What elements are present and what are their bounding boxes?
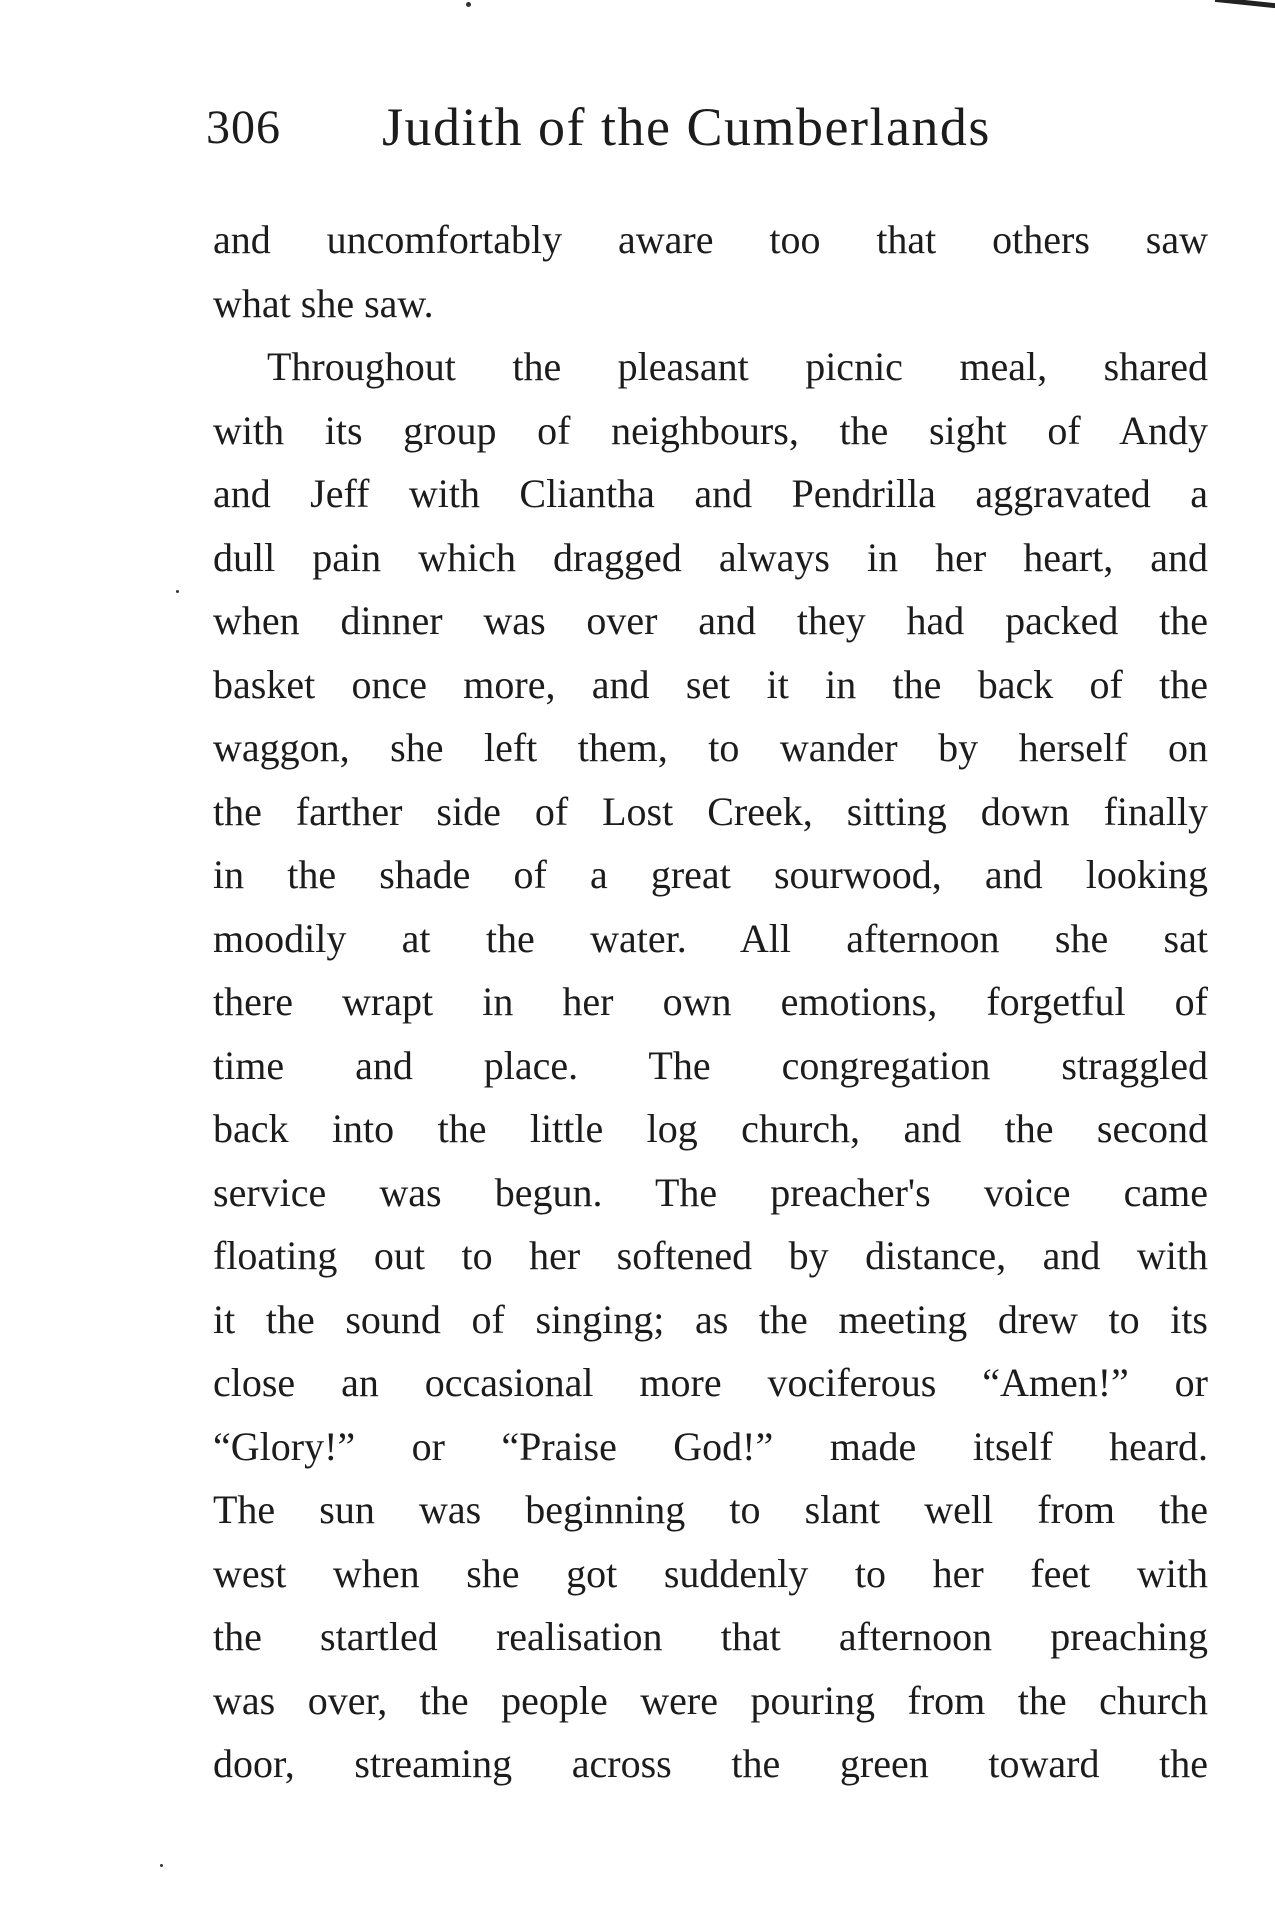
text-line: the startled realisation that afternoon preaching: [213, 1614, 1208, 1659]
page-number: 306: [206, 101, 281, 154]
running-title: Judith of the Cumberlands: [382, 97, 991, 157]
text-line: it the sound of singing; as the meeting drew to its: [213, 1296, 1208, 1342]
text-line: dull pain which dragged always in her heart, and: [213, 534, 1208, 580]
scan-speck: [176, 590, 179, 593]
scan-speck: [466, 2, 471, 7]
scan-edge-mark: [1215, 0, 1275, 8]
text-line: and uncomfortably aware too that others saw: [213, 217, 1208, 262]
text-line: the farther side of Lost Creek, sitting down finally: [213, 788, 1208, 834]
text-line: Throughout the pleasant picnic meal, shared: [267, 344, 1208, 389]
text-line: west when she got suddenly to her feet with: [213, 1550, 1208, 1596]
text-line: what she saw.: [213, 280, 434, 326]
text-line: The sun was beginning to slant well from the: [213, 1487, 1208, 1532]
body-text: [213, 208, 1208, 1796]
text-line: in the shade of a great sourwood, and looking: [213, 852, 1208, 897]
text-line: time and place. The congregation straggled: [213, 1042, 1208, 1088]
text-line: was over, the people were pouring from the church: [213, 1677, 1208, 1723]
text-line: waggon, she left them, to wander by herself on: [213, 725, 1208, 770]
text-line: with its group of neighbours, the sight of Andy: [213, 407, 1208, 453]
text-line: back into the little log church, and the second: [213, 1106, 1208, 1151]
text-line: close an occasional more vociferous “Amen!” or: [213, 1360, 1208, 1405]
text-line: there wrapt in her own emotions, forgetful of: [213, 979, 1208, 1024]
text-line: and Jeff with Cliantha and Pendrilla aggravated a: [213, 471, 1208, 516]
scan-speck: [160, 1864, 163, 1867]
text-line: when dinner was over and they had packed the: [213, 598, 1208, 643]
text-line: door, streaming across the green toward the: [213, 1741, 1208, 1786]
text-line: moodily at the water. All afternoon she sat: [213, 915, 1208, 961]
text-line: floating out to her softened by distance, and with: [213, 1233, 1208, 1278]
text-line: basket once more, and set it in the back of the: [213, 661, 1208, 707]
text-line: service was begun. The preacher's voice came: [213, 1169, 1208, 1215]
text-line: “Glory!” or “Praise God!” made itself heard.: [213, 1423, 1208, 1469]
